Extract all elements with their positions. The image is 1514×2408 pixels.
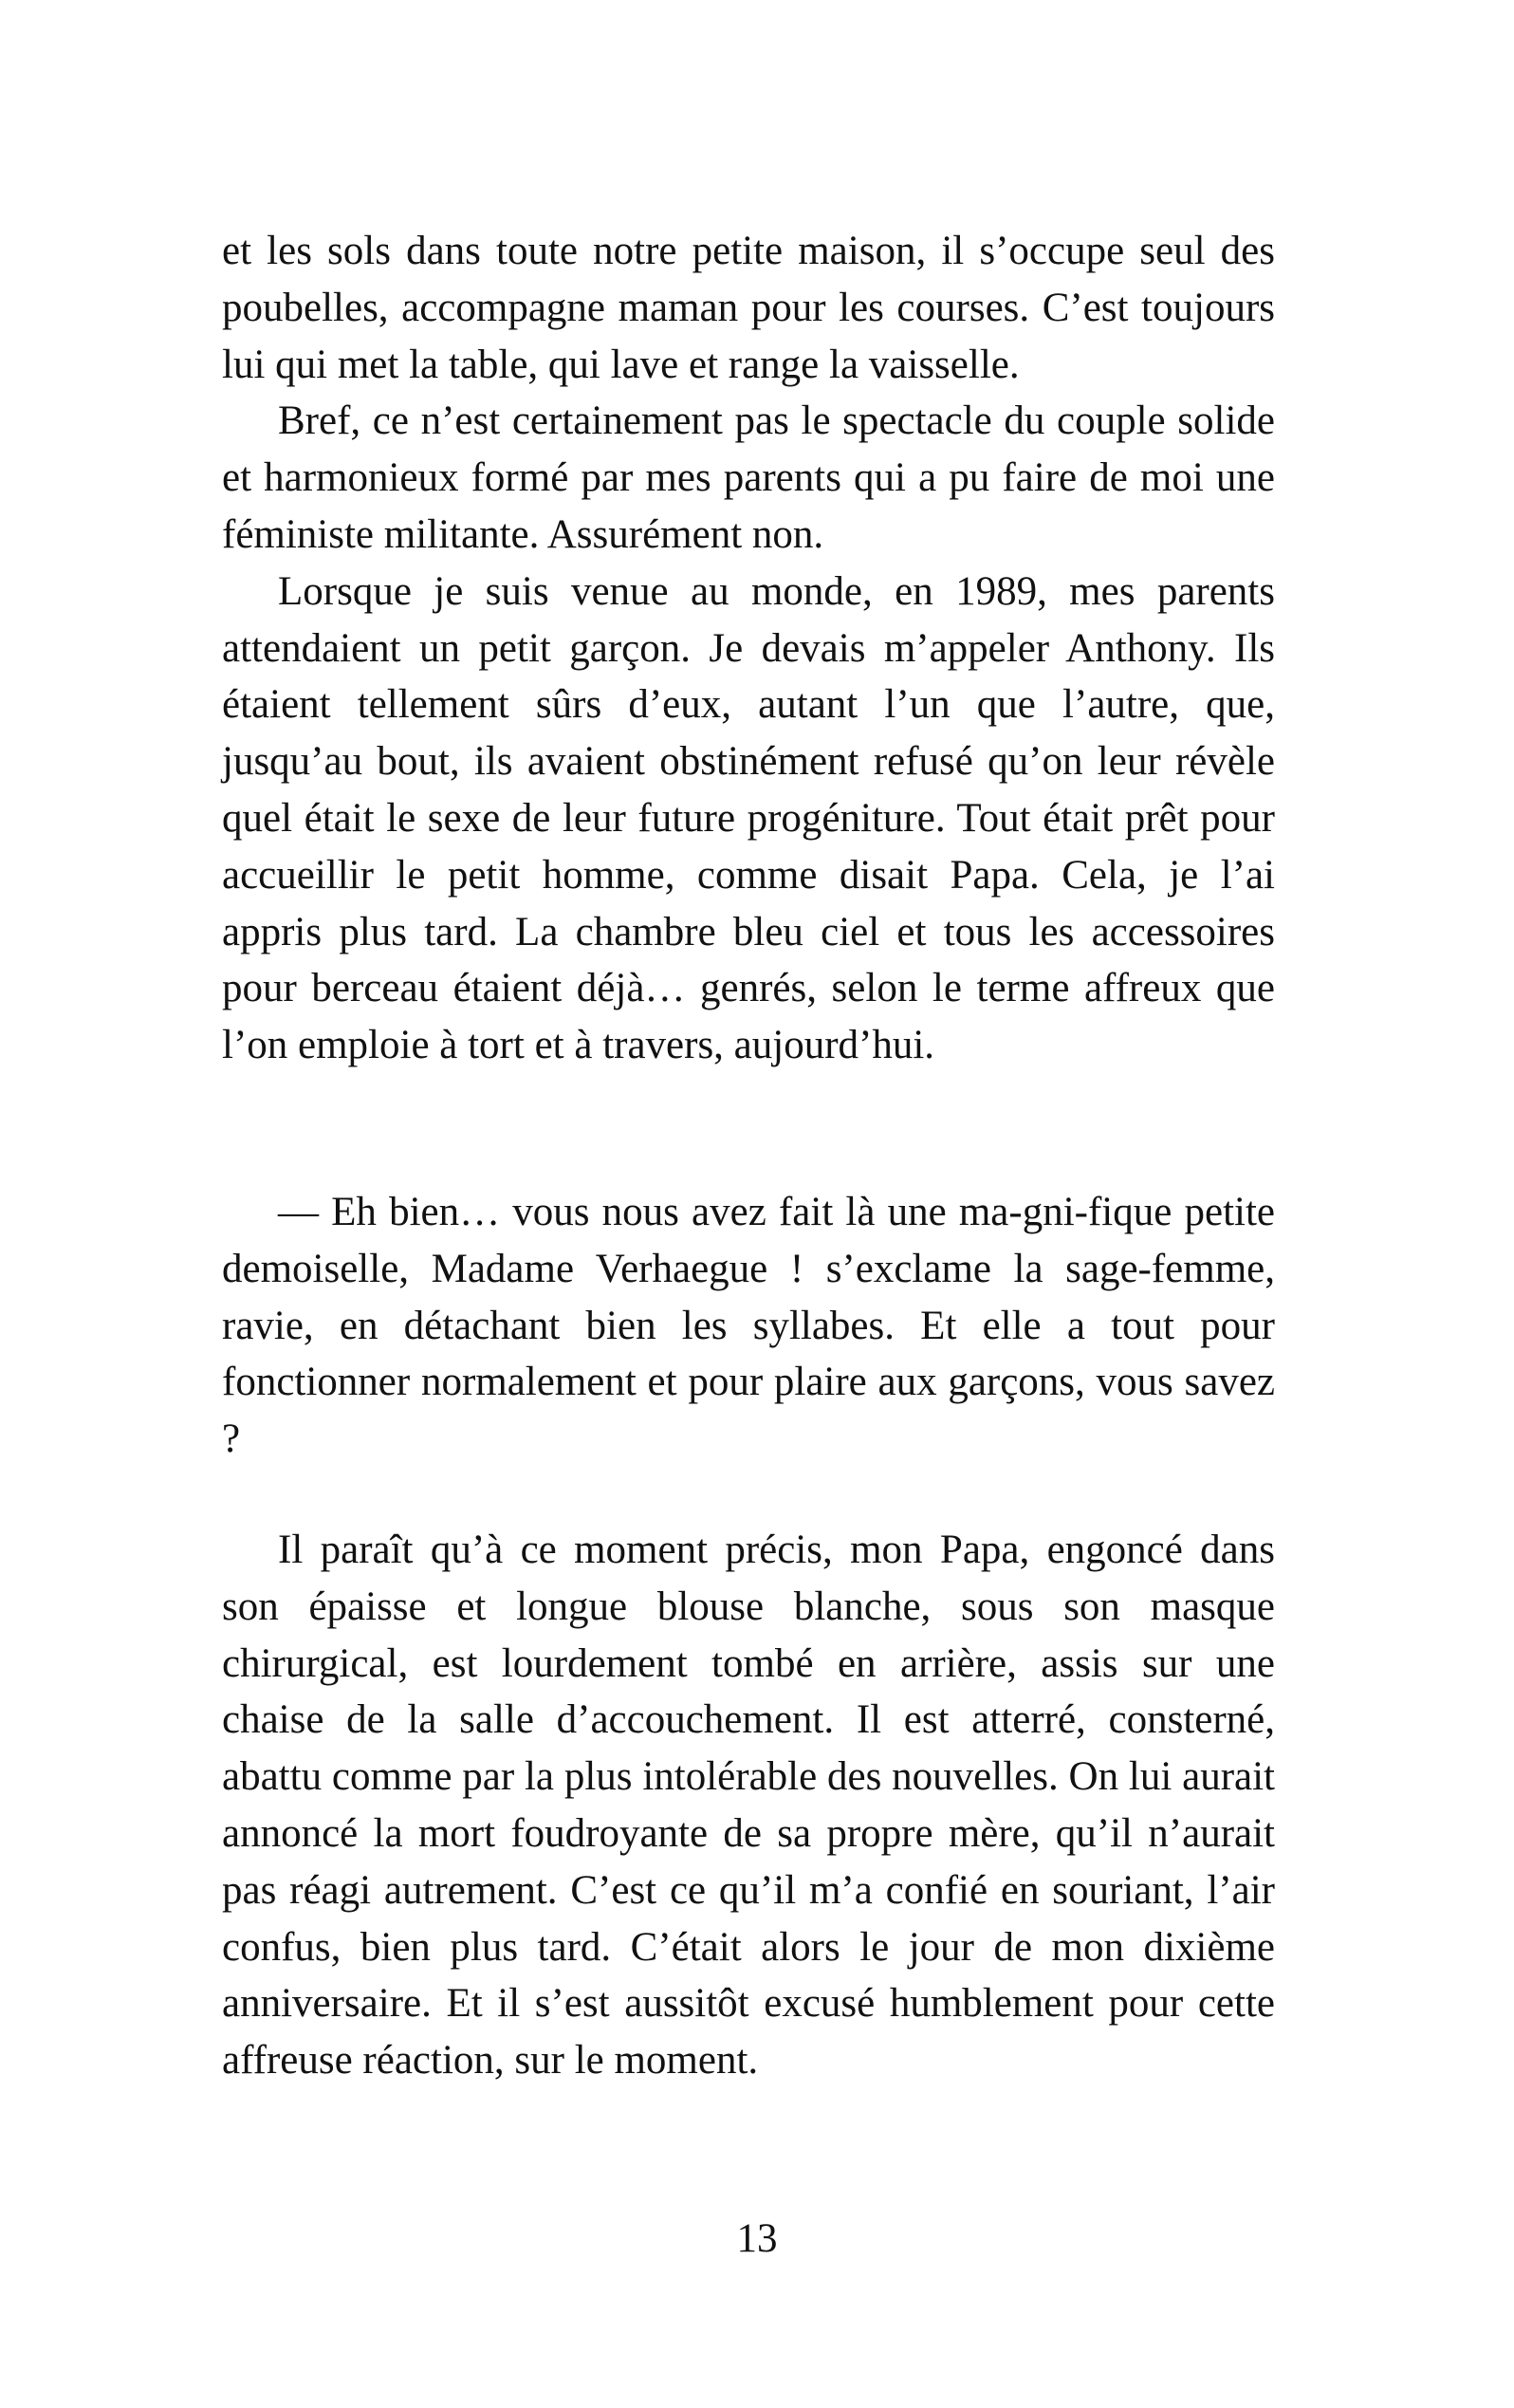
text-block-dialogue	[222, 1184, 1275, 1468]
paragraph-continuation: et les sols dans toute notre petite maison, il s’occupe seul des poubelles, accompagne maman pour les courses. C’est toujours lui qui met la table, qui lave et range la vaisselle.	[222, 229, 1275, 387]
paragraph-bref: Bref, ce n’est certainement pas le spectacle du couple solide et harmonieux formé par mes parents qui a pu faire de moi une féministe militante. Assurément non.	[222, 398, 1275, 557]
dialogue-midwife: — Eh bien… vous nous avez fait là une ma-gni-fique petite demoiselle, Madame Verhaegue ! s’exclame la sage-femme, ravie, en détachant bien les syllabes. Et elle a tout pour fonctionner normalement et pour plaire aux garçons, vous savez ?	[222, 1190, 1275, 1462]
text-block-opening	[222, 223, 1275, 1074]
paragraph-father-reaction: Il paraît qu’à ce moment précis, mon Papa, engoncé dans son épaisse et longue blouse blanche, sous son masque chirurgical, est lourdement tombé en arrière, assis sur une chaise de la salle d’accouchement. Il est atterré, consterné, abattu comme par la plus intolérable des nouvelles. On lui aurait annoncé la mort foudroyante de sa propre mère, qu’il n’aurait pas réagi autrement. C’est ce qu’il m’a confié en souriant, l’air confus, bien plus tard. C’était alors le jour de mon dixième anniversaire. Et il s’est aussitôt excusé humblement pour cette affreuse réaction, sur le moment.	[222, 1528, 1275, 2084]
text-block-father-reaction	[222, 1522, 1275, 2089]
page-number: 13	[736, 2216, 778, 2261]
paragraph-birth: Lorsque je suis venue au monde, en 1989, mes parents attendaient un petit garçon. Je devais m’appeler Anthony. Ils étaient tellement sûrs d’eux, autant l’un que l’autre, que, jusqu’au bout, ils avaient obstinément refusé qu’on leur révèle quel était le sexe de leur future progéniture. Tout était prêt pour accueillir le petit homme, comme disait Papa. Cela, je l’ai appris plus tard. La chambre bleu ciel et tous les accessoires pour berceau étaient déjà… genrés, selon le terme affreux que l’on emploie à tort et à travers, aujourd’hui.	[222, 568, 1275, 1068]
